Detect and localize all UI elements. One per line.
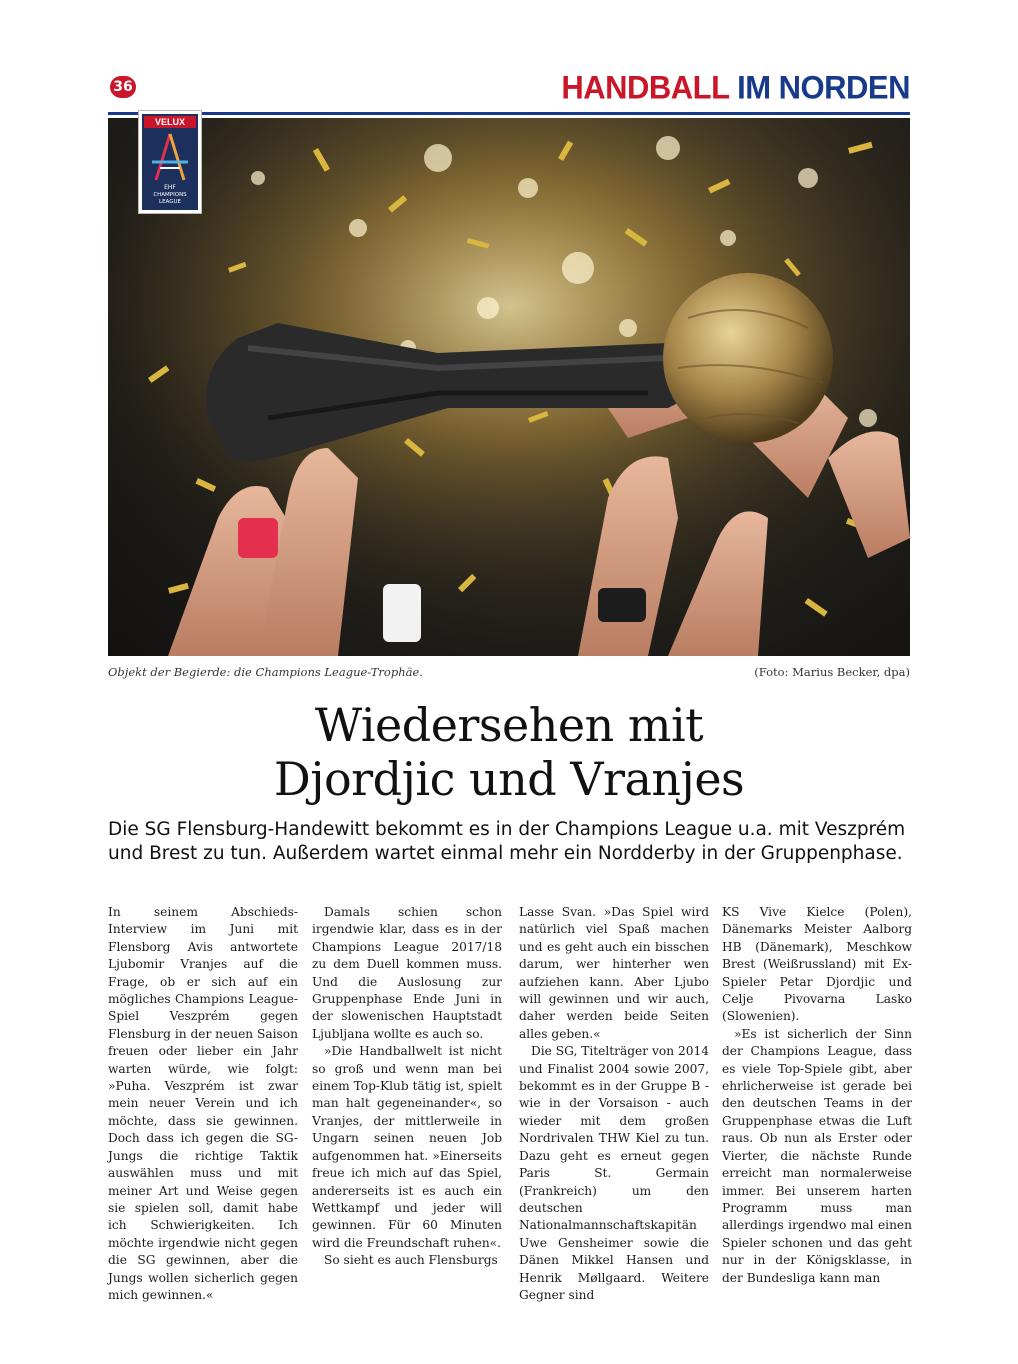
- col3-paragraph-1: Lasse Svan. »Das Spiel wird natürlich viel Spaß machen und es geht auch ein bisschen darum, wer hinterher wen aufziehen kann. Aber Ljubo will gewinnen und wir auch, daher werden beide Seiten alles geben.«: [519, 905, 709, 1041]
- headline-line-2: Djordjic und Vranjes: [273, 752, 745, 806]
- photo-caption: Objekt der Begierde: die Champions League-Trophäe.: [108, 665, 423, 679]
- col4-paragraph-1: KS Vive Kielce (Polen), Dänemarks Meister Aalborg HB (Dänemark), Meschkow Brest (Weißrussland) mit Ex-Spieler Petar Djordjic und Celje Pivovarna Lasko (Slowenien).: [722, 905, 912, 1024]
- section-header-part1: HANDBALL: [561, 69, 729, 106]
- article-subtitle: Die SG Flensburg-Handewitt bekommt es in der Champions League u.a. mit Veszprém und Brest zu tun. Außerdem wartet einmal mehr ein Nordderby in der Gruppenphase.: [108, 819, 906, 864]
- col2-paragraph-1: Damals schien schon irgendwie klar, dass es in der Champions League 2017/18 zu dem Duell kommen muss. Und die Auslosung zur Gruppenphase Ende Juni in der slowenischen Hauptstadt Ljubljana wollte es auch so.: [312, 905, 502, 1041]
- article-column-2: [312, 904, 502, 1270]
- page-number: 36: [110, 76, 136, 98]
- article-column-1: [108, 904, 298, 1304]
- ehf-label: EHF: [164, 184, 176, 191]
- col4-paragraph-2: »Es ist sicherlich der Sinn der Champions League, dass es viele Top-Spiele gibt, aber ehrlicherweise ist gerade bei den deutschen Teams in der Gruppenphase etwas die Luft raus. Ob nun als Erster oder Vierter, die nächste Runde erreicht man normalerweise immer. Bei unserem harten Programm muss man allerdings irgendwo mal einen Spieler schonen und das geht nur in der Königsklasse, in der Bundesliga kann man: [722, 1026, 912, 1285]
- article-headline: [108, 698, 910, 806]
- champions-league-star-icon: [142, 128, 198, 188]
- col1-paragraph-1: In seinem Abschieds-Interview im Juni mit Flensborg Avis antwortete Ljubomir Vranjes auf die Frage, ob er sich auf ein mögliches Champions League-Spiel Veszprém gegen Flensburg in der neuen Saison freuen oder lieber ein Jahr warten würde, wie folgt: »Puha. Veszprém ist zwar mein neuer Verein und ich möchte, dass sie gewinnen. Doch dass ich gegen die SG-Jungs die richtige Taktik auswählen muss und mit meiner Art und Weise gegen sie spielen soll, damit habe ich Schwierigkeiten. Ich möchte irgendwie nicht gegen die SG gewinnen, aber die Jungs wollen sicherlich gegen mich gewinnen.«: [108, 905, 298, 1302]
- article-column-4: [722, 904, 912, 1287]
- photo-credit: (Foto: Marius Becker, dpa): [754, 665, 910, 679]
- col2-paragraph-2: »Die Handballwelt ist nicht so groß und wenn man bei einem Top-Klub tätig ist, spielt man halt gegeneinander«, so Vranjes, der mittlerweile in Ungarn seinen neuen Job aufgenommen hat. »Einerseits freue ich mich auf das Spiel, andererseits ist es auch ein Wettkampf und jeder will gewinnen. Für 60 Minuten wird die Freundschaft ruhen«.: [312, 1044, 502, 1250]
- col3-paragraph-2: Die SG, Titelträger von 2014 und Finalist 2004 sowie 2007, bekommt es in der Gruppe B - wie in der Vorsaison - auch wieder mit dem großen Nordrivalen THW Kiel zu tun. Dazu geht es erneut gegen Paris St. Germain (Frankreich) um den deutschen Nationalmannschaftskapitän Uwe Gensheimer sowie die Dänen Mikkel Hansen und Henrik Møllgaard. Weitere Gegner sind: [519, 1044, 709, 1302]
- headline-line-1: Wiedersehen mit: [314, 698, 704, 752]
- trophy-photo-illustration: [108, 118, 910, 656]
- section-header: [561, 69, 910, 107]
- velux-brand: VELUX: [144, 116, 196, 128]
- trophy-photo: [108, 118, 910, 656]
- article-column-3: [519, 904, 709, 1304]
- champions-league-logo: [138, 110, 202, 214]
- section-header-part2: IM NORDEN: [737, 69, 910, 106]
- champions-label: CHAMPIONS: [153, 192, 187, 198]
- header-rule: [108, 112, 910, 115]
- champions-league-logo-inner: [142, 114, 198, 210]
- article-body: [108, 904, 912, 1302]
- league-label: LEAGUE: [159, 199, 181, 205]
- champions-league-label: [142, 192, 198, 206]
- col2-paragraph-3: So sieht es auch Flensburgs: [324, 1253, 498, 1268]
